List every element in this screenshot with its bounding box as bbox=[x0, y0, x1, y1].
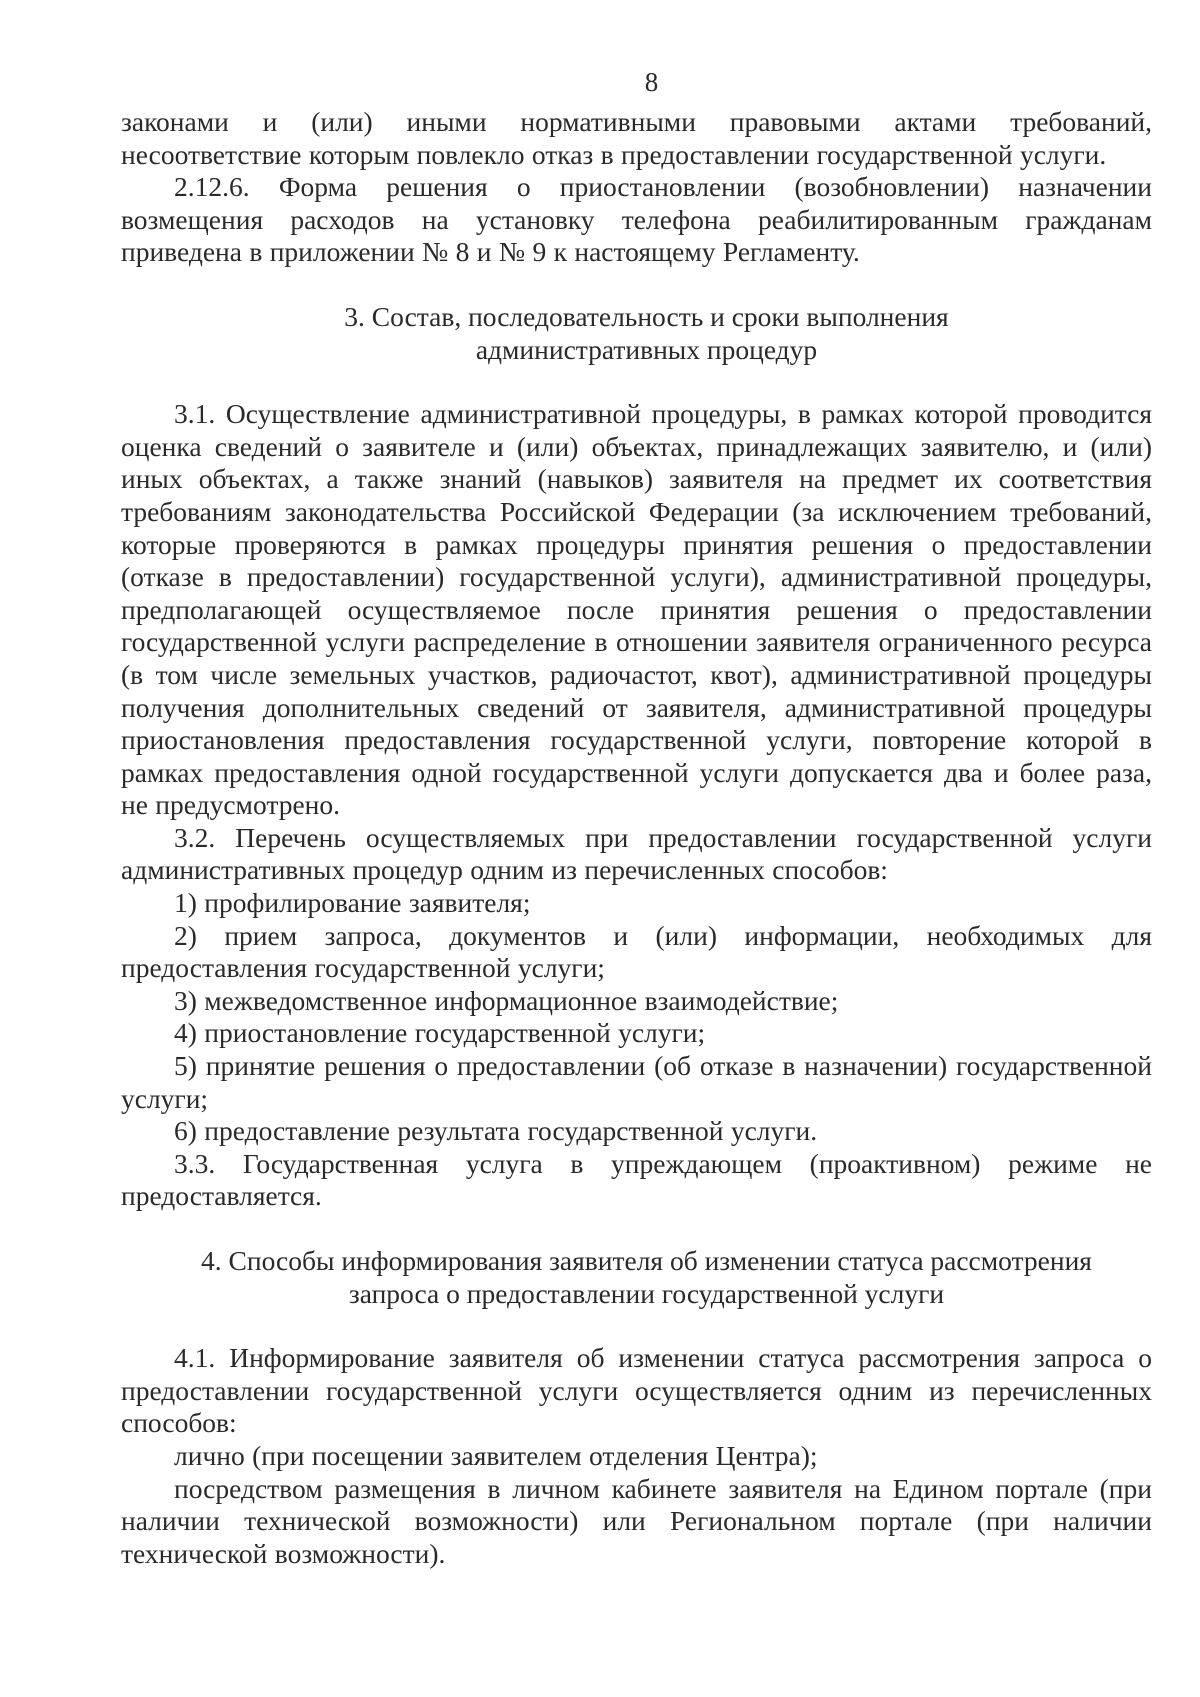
paragraph-3-1: 3.1. Осуществление административной процедуры, в рамках которой проводится оценка сведений о заявителе и (или) объектах, принадлежащих заявителю, и (или) иных объектах, а также знаний (навыков) заявителя на предмет их соответствия требованиям законодательства Российской Федерации (за исключением требований, которые проверяются в рамках процедуры принятия решения о предоставлении (отказе в предоставлении) государственной услуги), административной процедуры, предполагающей осуществляемое после принятия решения о предоставлении государственной услуги распределение в отношении заявителя ограниченного ресурса (в том числе земельных участков, радиочастот, квот), административной процедуры получения дополнительных сведений от заявителя, административной процедуры приостановления предоставления государственной услуги, повторение которой в рамках предоставления одной государственной услуги допускается два и более раза, не предусмотрено. bbox=[121, 398, 1152, 821]
section-4-title-line-2: запроса о предоставлении государственной услуги bbox=[348, 1277, 945, 1309]
paragraph-3-3: 3.3. Государственная услуга в упреждающем (проактивном) режиме не предоставляется. bbox=[121, 1147, 1152, 1212]
paragraph-4-1-portal: посредством размещения в личном кабинете заявителя на Едином портале (при наличии технической возможности) или Региональном портале (при наличии технической возможности). bbox=[121, 1472, 1152, 1569]
list-item: 2) прием запроса, документов и (или) информации, необходимых для предоставления государственной услуги; bbox=[121, 919, 1152, 984]
section-3-title-line-1: 3. Состав, последовательность и сроки выполнения bbox=[344, 300, 949, 332]
section-3-heading bbox=[121, 301, 1152, 366]
list-item: 5) принятие решения о предоставлении (об отказе в назначении) государственной услуги; bbox=[121, 1050, 1152, 1114]
list-item: 4) приостановление государственной услуги; bbox=[174, 1017, 706, 1049]
section-3-title-line-2: административных процедур bbox=[475, 333, 818, 365]
section-4-heading bbox=[121, 1245, 1152, 1310]
paragraph-4-1-personal: лично (при посещении заявителем отделения Центра); bbox=[174, 1439, 818, 1471]
list-item: 6) предоставление результата государственной услуги. bbox=[174, 1115, 818, 1147]
section-4-title-line-1: 4. Способы информирования заявителя об изменении статуса рассмотрения bbox=[201, 1245, 1092, 1276]
paragraph-continuation: законами и (или) иными нормативными правовыми актами требований, несоответствие которым повлекло отказ в предоставлении государственной услуги. bbox=[121, 106, 1152, 170]
list-item: 3) межведомственное информационное взаимодействие; bbox=[174, 984, 839, 1016]
paragraph-4-1: 4.1. Информирование заявителя об изменении статуса рассмотрения запроса о предоставлении государственной услуги осуществляется одним из перечисленных способов: bbox=[121, 1342, 1152, 1439]
paragraph-2-12-6: 2.12.6. Форма решения о приостановлении (возобновлении) назначении возмещения расходов на установку телефона реабилитированным гражданам приведена в приложении № 8 и № 9 к настоящему Регламенту. bbox=[121, 171, 1152, 268]
list-item: 1) профилирование заявителя; bbox=[174, 887, 531, 919]
page-number: 8 bbox=[644, 67, 659, 97]
paragraph-3-2: 3.2. Перечень осуществляемых при предоставлении государственной услуги административных процедур одним из перечисленных способов: bbox=[121, 821, 1152, 886]
